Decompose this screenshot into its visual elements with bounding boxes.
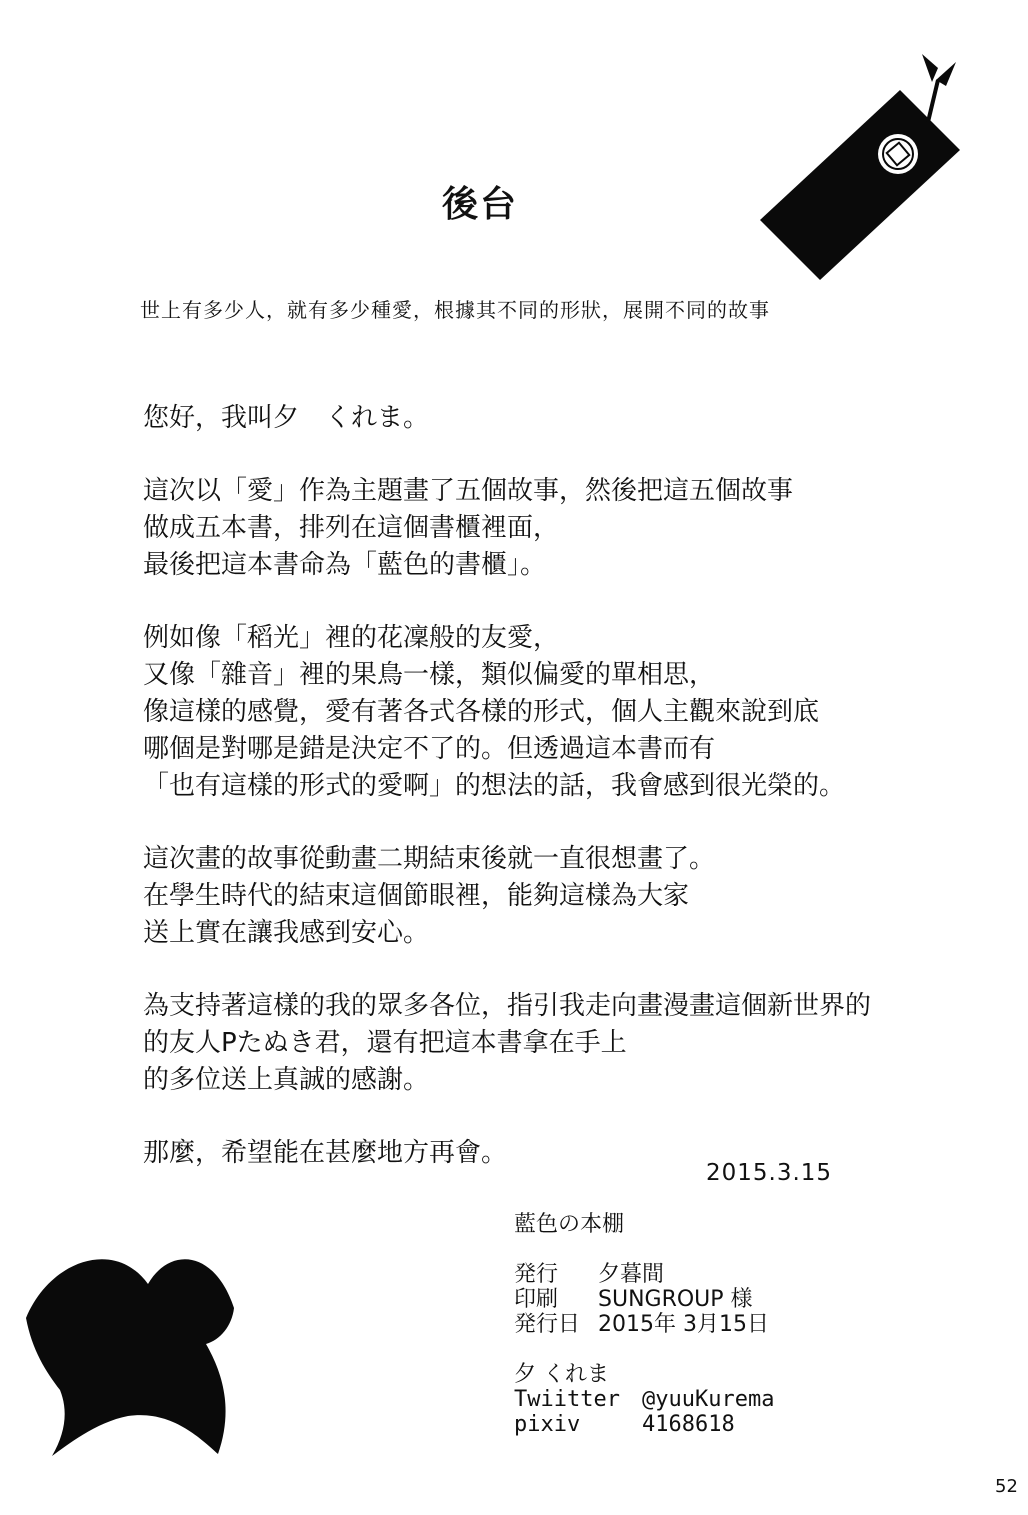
publisher-row — [514, 1262, 774, 1287]
publisher-value: 夕暮間 — [598, 1262, 665, 1287]
page-title: 後台 — [441, 184, 518, 225]
author-name: 夕 くれま — [514, 1362, 609, 1387]
text-line: 您好，我叫夕 くれま。 — [143, 403, 430, 433]
text-line: 那麼，希望能在甚麼地方再會。 — [143, 1138, 508, 1168]
pixiv-id: 4168618 — [642, 1412, 735, 1437]
text-line: 哪個是對哪是錯是決定不了的。但透過這本書而有 — [143, 734, 716, 764]
paragraph-theme — [143, 473, 973, 584]
subtitle: 世上有多少人，就有多少種愛，根據其不同的形狀，展開不同的故事 — [140, 298, 770, 322]
twitter-label: Twiitter — [514, 1387, 620, 1412]
text-line: 這次畫的故事從動畫二期結束後就一直很想畫了。 — [143, 844, 716, 874]
pixiv-row — [514, 1412, 774, 1437]
text-line: 為支持著這樣的我的眾多各位，指引我走向畫漫畫這個新世界的 — [143, 991, 872, 1021]
printer-value: SUNGROUP 様 — [598, 1287, 753, 1312]
open-book-silhouette — [20, 1240, 240, 1470]
paragraph-motivation — [143, 841, 973, 952]
twitter-handle: @yuuKurema — [642, 1387, 775, 1412]
publish-date-label: 発行日 — [514, 1312, 581, 1337]
text-line: 最後把這本書命為「藍色的書櫃」。 — [143, 550, 547, 580]
text-line: 送上實在讓我感到安心。 — [143, 918, 430, 948]
publisher-label: 発行 — [514, 1262, 559, 1287]
text-line: 又像「雜音」裡的果鳥一樣，類似偏愛的單相思， — [143, 660, 716, 690]
publish-date-value: 2015年 3月15日 — [598, 1312, 769, 1337]
text-line: 在學生時代的結束這個節眼裡，能夠這樣為大家 — [143, 881, 690, 911]
afterword-body — [143, 400, 973, 1208]
book-title: 藍色の本棚 — [514, 1212, 625, 1237]
text-line: 「也有這樣的形式的愛啊」的想法的話，我會感到很光榮的。 — [143, 771, 846, 801]
text-line: 做成五本書，排列在這個書櫃裡面， — [143, 513, 560, 543]
paragraph-thanks — [143, 988, 973, 1099]
printer-row — [514, 1287, 774, 1312]
pixiv-label: pixiv — [514, 1412, 581, 1437]
text-line: 例如像「稻光」裡的花凜般的友愛， — [143, 623, 560, 653]
text-line: 的多位送上真誠的感謝。 — [143, 1065, 430, 1095]
printer-label: 印刷 — [514, 1287, 559, 1312]
bookmark-illustration — [760, 50, 1000, 280]
twitter-row — [514, 1387, 774, 1412]
signature-date: 2015.3.15 — [706, 1160, 833, 1186]
page-number: 52 — [995, 1476, 1018, 1497]
paragraph-examples — [143, 620, 973, 805]
text-line: 這次以「愛」作為主題畫了五個故事，然後把這五個故事 — [143, 476, 794, 506]
text-line: 的友人Pたぬき君，還有把這本書拿在手上 — [143, 1028, 627, 1058]
paragraph-farewell — [143, 1135, 973, 1172]
colophon — [514, 1212, 774, 1437]
paragraph-greeting — [143, 400, 973, 437]
publish-date-row — [514, 1312, 774, 1337]
text-line: 像這樣的感覺，愛有著各式各樣的形式，個人主觀來說到底 — [143, 697, 820, 727]
